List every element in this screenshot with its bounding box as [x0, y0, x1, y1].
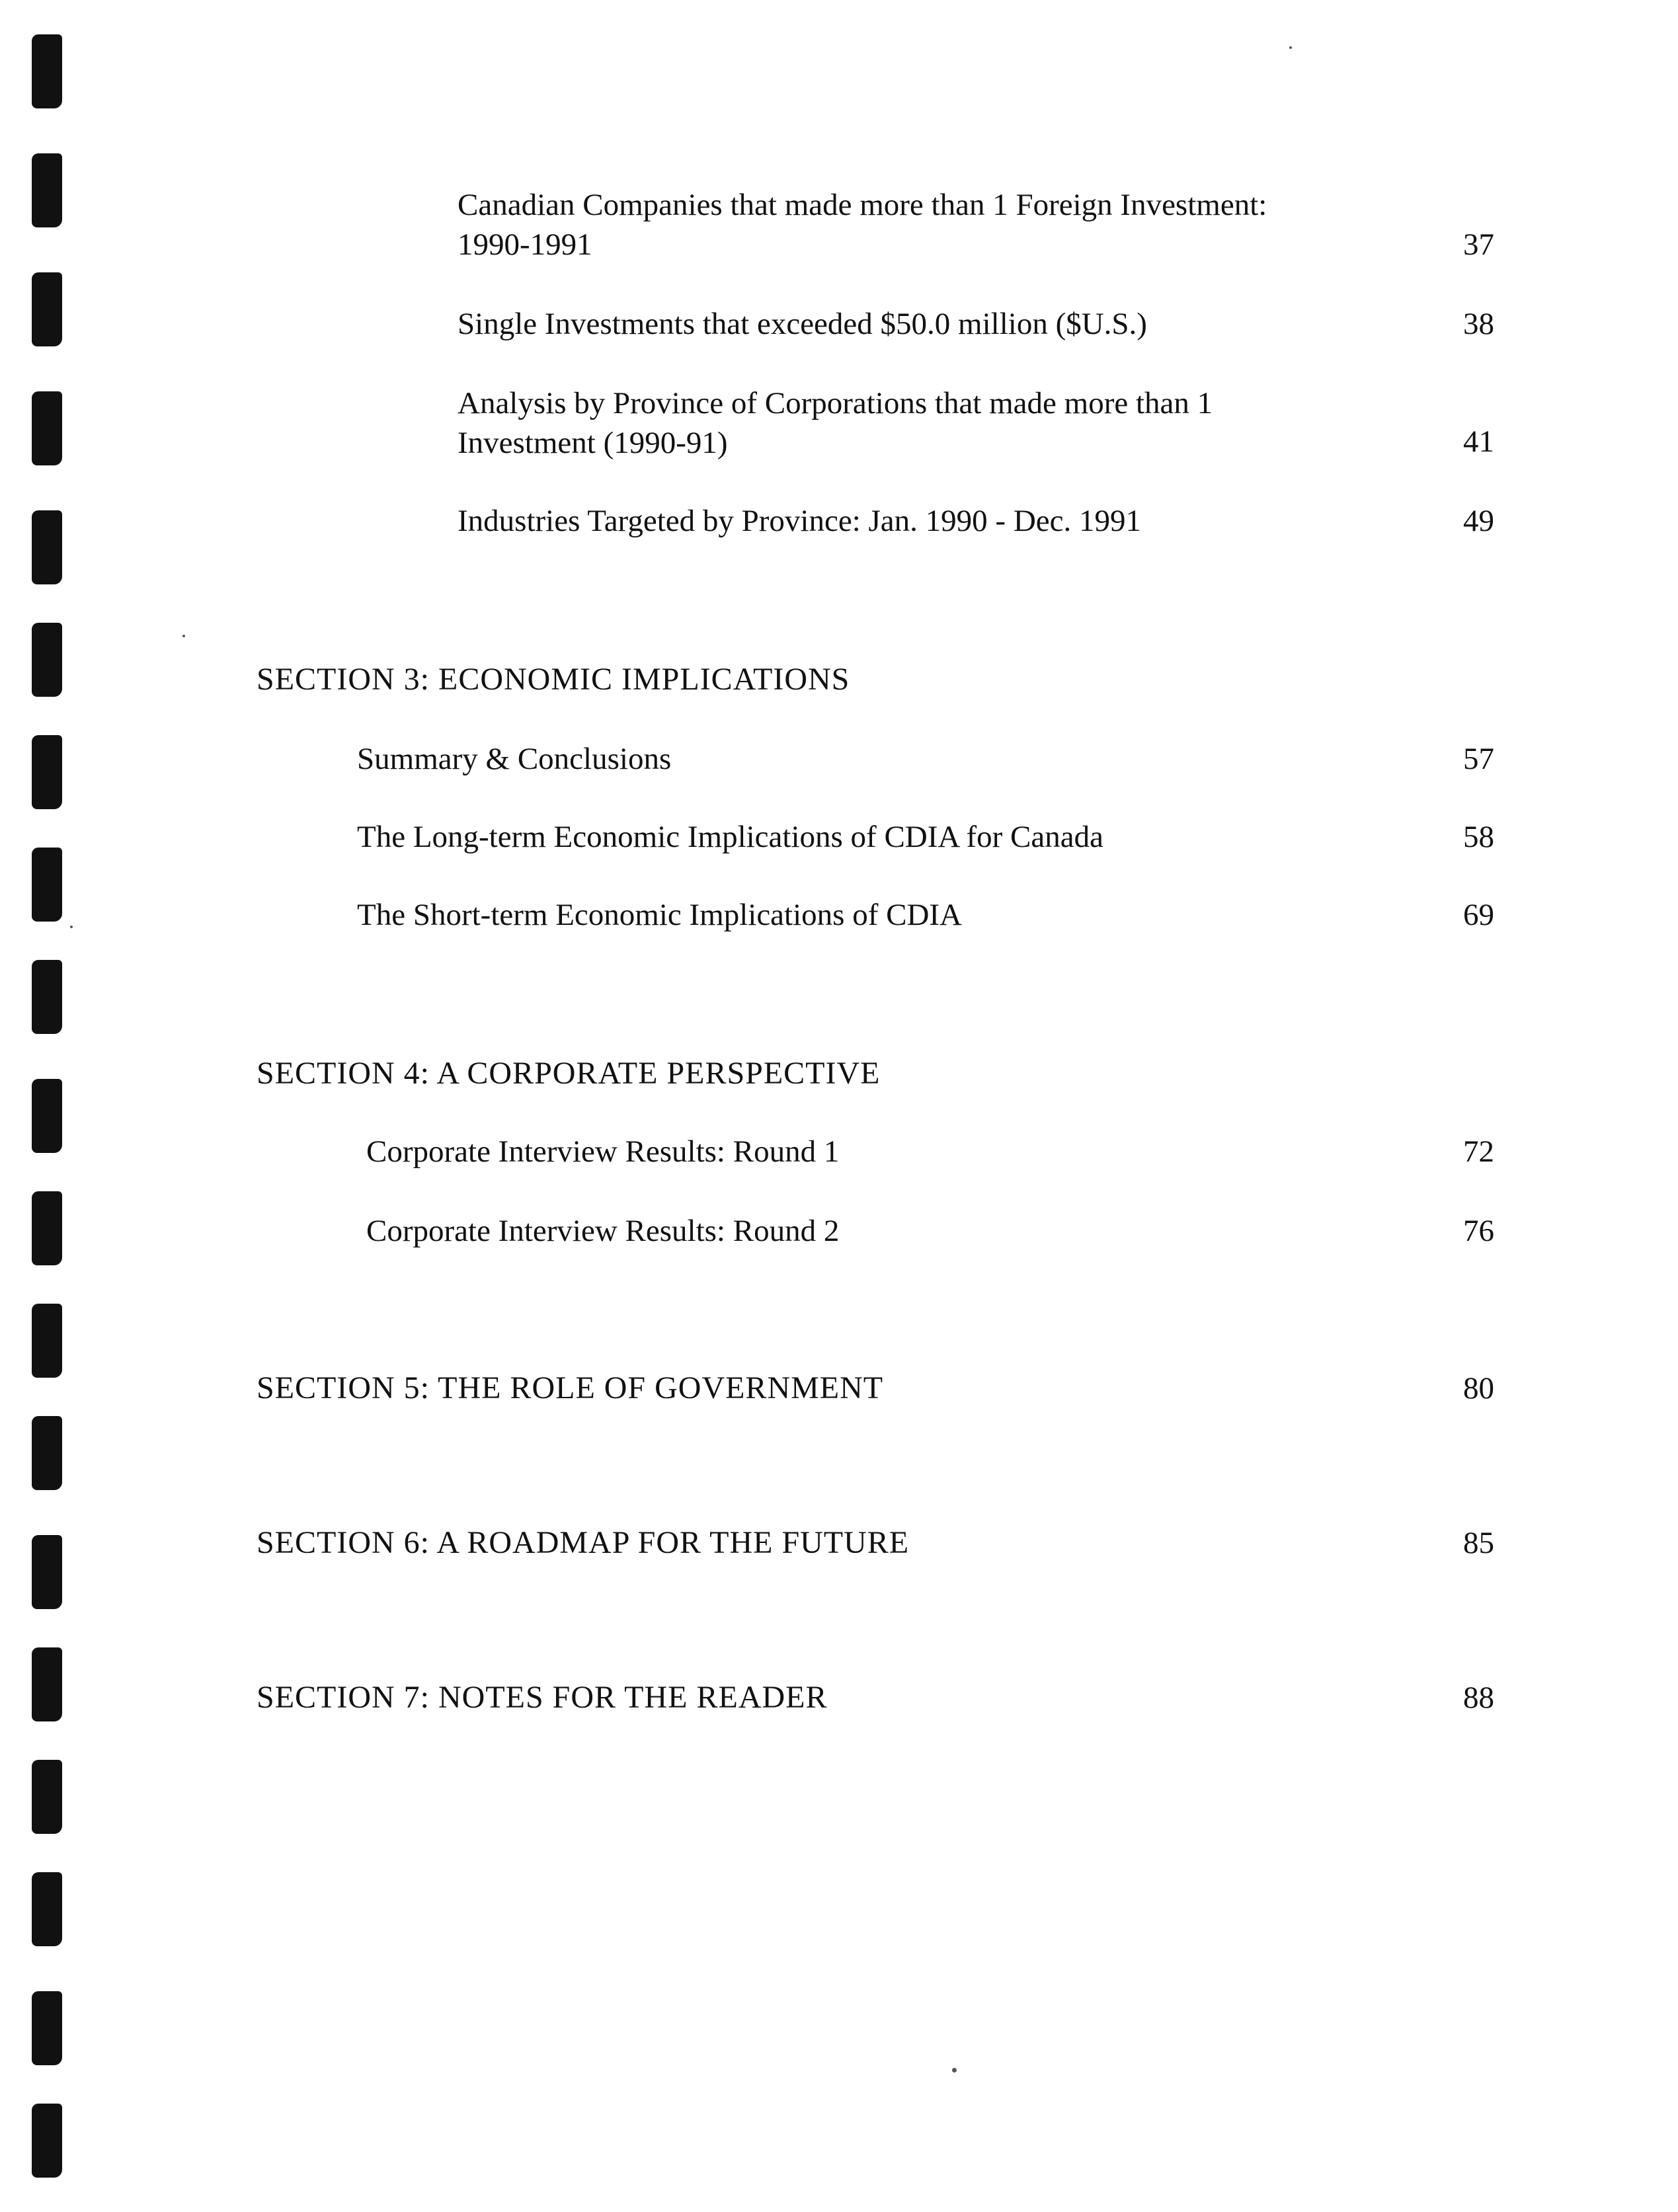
binder-mark	[32, 1416, 62, 1490]
section-7-heading[interactable]: SECTION 7: NOTES FOR THE READER	[257, 1680, 828, 1715]
toc-entry[interactable]	[458, 383, 1213, 463]
toc-entry[interactable]	[366, 1132, 839, 1171]
toc-page-number: 37	[1463, 227, 1494, 262]
toc-entry[interactable]	[366, 1211, 839, 1251]
toc-page-number: 80	[1463, 1371, 1494, 1405]
binder-mark	[32, 735, 62, 809]
scan-speck	[182, 635, 185, 637]
binder-mark	[32, 848, 62, 922]
toc-entry-title: The Long-term Economic Implications of CDIA for Canada	[357, 820, 1103, 854]
scan-speck	[70, 926, 73, 928]
section-5-heading[interactable]: SECTION 5: THE ROLE OF GOVERNMENT	[257, 1370, 884, 1405]
scan-speck	[952, 2068, 957, 2073]
toc-page-number: 69	[1463, 898, 1494, 932]
toc-entry-title-line: 1990-1991	[458, 227, 592, 262]
toc-entry-title: Summary & Conclusions	[357, 742, 672, 776]
binder-mark	[32, 960, 62, 1034]
toc-page-number: 76	[1463, 1214, 1494, 1248]
toc-entry-title-line: Industries Targeted by Province: Jan. 1990 - Dec. 1991	[458, 504, 1141, 538]
binder-mark	[32, 510, 62, 584]
binder-mark	[32, 1079, 62, 1153]
binder-mark	[32, 153, 62, 227]
toc-entry-title: Corporate Interview Results: Round 2	[366, 1214, 840, 1248]
toc-entry-title: Corporate Interview Results: Round 1	[366, 1134, 840, 1169]
binder-mark	[32, 272, 62, 346]
toc-page-number: 49	[1463, 504, 1494, 538]
toc-entry[interactable]	[458, 185, 1267, 264]
toc-entry-title-line: Investment (1990-91)	[458, 426, 728, 460]
toc-page-number: 72	[1463, 1134, 1494, 1169]
toc-page-number: 85	[1463, 1526, 1494, 1560]
binder-mark	[32, 1191, 62, 1265]
binder-mark	[32, 1991, 62, 2065]
toc-entry[interactable]	[458, 304, 1147, 344]
toc-entry[interactable]	[357, 895, 962, 935]
toc-entry-title: The Short-term Economic Implications of CDIA	[357, 898, 962, 932]
toc-entry-title-line: Single Investments that exceeded $50.0 million ($U.S.)	[458, 307, 1147, 341]
binder-mark	[32, 1760, 62, 1834]
binder-mark	[32, 623, 62, 697]
binder-mark	[32, 34, 62, 108]
scan-speck	[1289, 46, 1292, 49]
binder-mark	[32, 2104, 62, 2178]
binder-mark	[32, 391, 62, 465]
toc-page-number: 58	[1463, 820, 1494, 854]
toc-entry[interactable]	[458, 501, 1141, 541]
toc-entry[interactable]	[357, 739, 671, 779]
binder-mark	[32, 1535, 62, 1609]
toc-page-number: 38	[1463, 307, 1494, 341]
binder-mark	[32, 1647, 62, 1721]
toc-page-number: 41	[1463, 424, 1494, 459]
toc-entry-title-line: Canadian Companies that made more than 1 Foreign Investment:	[458, 188, 1267, 222]
section-3-heading[interactable]: SECTION 3: ECONOMIC IMPLICATIONS	[257, 662, 850, 697]
toc-entry-title-line: Analysis by Province of Corporations that made more than 1	[458, 386, 1213, 420]
toc-entry[interactable]	[357, 817, 1103, 857]
binder-mark	[32, 1872, 62, 1946]
section-6-heading[interactable]: SECTION 6: A ROADMAP FOR THE FUTURE	[257, 1525, 910, 1560]
section-4-heading[interactable]: SECTION 4: A CORPORATE PERSPECTIVE	[257, 1056, 881, 1091]
toc-page-number: 88	[1463, 1680, 1494, 1715]
toc-page-number: 57	[1463, 742, 1494, 776]
binder-holes	[0, 0, 79, 2212]
binder-mark	[32, 1304, 62, 1378]
